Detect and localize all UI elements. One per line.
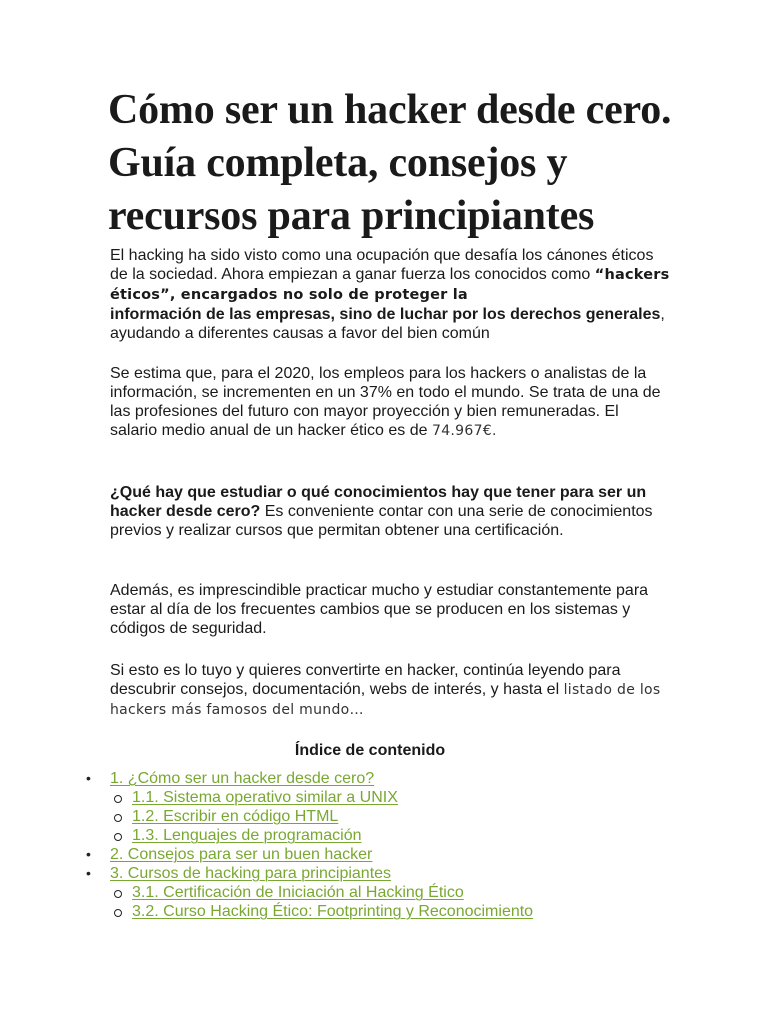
page-title: Cómo ser un hacker desde cero. Guía completa, consejos y recursos para principiantes — [108, 87, 672, 239]
intro-text: El hacking ha sido visto como una ocupación que desafía los cánones éticos de la sociedad. Ahora empiezan a ganar fuerza los conocidos como — [110, 247, 654, 283]
study-question: ¿Qué hay que estudiar o qué conocimientos hay que tener para ser un hacker desde cero? — [110, 484, 647, 520]
toc-item — [84, 788, 684, 807]
intro-paragraph — [110, 246, 670, 343]
continue-text: Si esto es lo tuyo y quieres convertirte en hacker, continúa leyendo para descubrir consejos, documentación, webs de interés, y hasta el — [110, 662, 621, 698]
toc-item — [84, 902, 684, 921]
continue-tail: listado de los hackers más famosos del mundo… — [110, 682, 661, 718]
toc-link-3-1[interactable]: 3.1. Certificación de Iniciación al Hacking Ético — [132, 884, 464, 901]
bullet-icon: • — [86, 846, 91, 862]
bullet-icon: • — [86, 865, 91, 881]
bullet-icon: • — [86, 770, 91, 786]
toc-item — [84, 769, 684, 788]
toc-heading: Índice de contenido — [294, 742, 446, 759]
toc-item — [84, 826, 684, 845]
circle-bullet-icon — [114, 833, 122, 841]
circle-bullet-icon — [114, 890, 122, 898]
toc-item — [84, 864, 684, 883]
toc-link-1-1[interactable]: 1.1. Sistema operativo similar a UNIX — [132, 789, 398, 806]
table-of-contents — [84, 769, 684, 921]
continue-paragraph — [110, 661, 670, 720]
intro-text-2: , ayudando a diferentes causas a favor del bien común — [110, 306, 665, 342]
practice-paragraph: Además, es imprescindible practicar mucho y estudiar constantemente para estar al día de los frecuentes cambios que se producen en los sistemas y códigos de seguridad. — [110, 582, 649, 637]
stats-paragraph — [110, 364, 670, 441]
toc-link-1[interactable]: 1. ¿Cómo ser un hacker desde cero? — [110, 770, 375, 787]
intro-bold-1: “hackers éticos”, encargados no solo de proteger la — [110, 267, 670, 303]
circle-bullet-icon — [114, 909, 122, 917]
salary-value: 74.967€. — [431, 423, 497, 439]
stats-text: Se estima que, para el 2020, los empleos para los hackers o analistas de la información, se incrementen en un 37% en todo el mundo. Se trata de una de las profesiones del futuro con mayor proyección y bien remuneradas. El salario medio anual de un hacker ético es de — [110, 365, 661, 439]
toc-link-3-2[interactable]: 3.2. Curso Hacking Ético: Footprinting y Reconocimiento — [132, 903, 534, 920]
circle-bullet-icon — [114, 795, 122, 803]
toc-link-1-2[interactable]: 1.2. Escribir en código HTML — [132, 808, 339, 825]
toc-item — [84, 845, 684, 864]
toc-link-3[interactable]: 3. Cursos de hacking para principiantes — [110, 865, 392, 882]
toc-item — [84, 807, 684, 826]
study-paragraph — [110, 483, 670, 540]
intro-bold-2: información de las empresas, sino de luchar por los derechos generales — [110, 306, 661, 323]
toc-link-1-3[interactable]: 1.3. Lenguajes de programación — [132, 827, 362, 844]
toc-link-2[interactable]: 2. Consejos para ser un buen hacker — [110, 846, 373, 863]
toc-item — [84, 883, 684, 902]
study-answer: Es conveniente contar con una serie de conocimientos previos y realizar cursos que permitan obtener una certificación. — [110, 503, 653, 539]
circle-bullet-icon — [114, 814, 122, 822]
